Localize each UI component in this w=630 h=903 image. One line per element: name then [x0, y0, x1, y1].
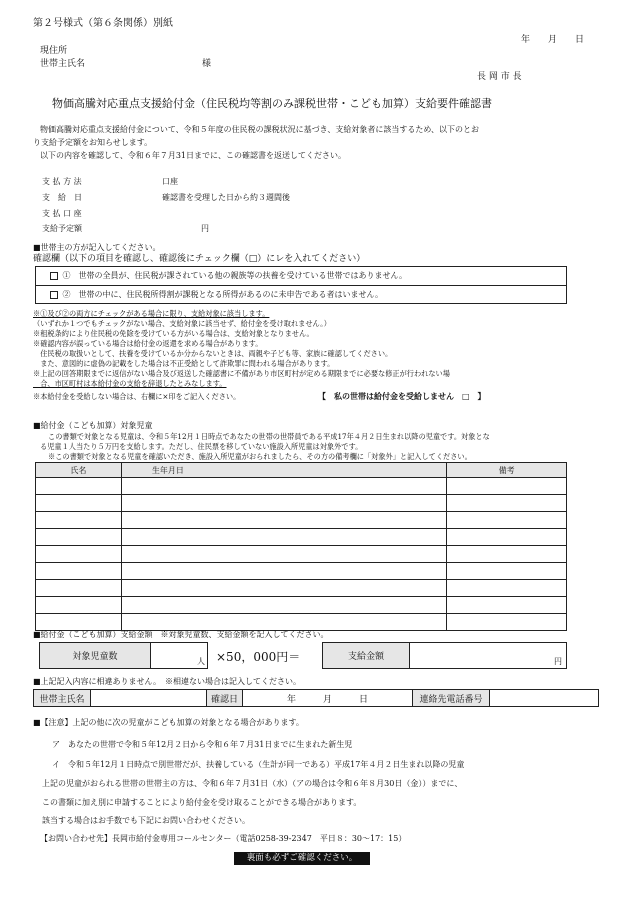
kids-name-cell[interactable]: [36, 478, 122, 495]
kids-name-cell[interactable]: [36, 546, 122, 563]
kids-remarks-cell[interactable]: [447, 478, 567, 495]
caution-text-3: 該当する場合はお手数でも下記にお問い合わせください。: [42, 816, 250, 825]
kids-remarks-cell[interactable]: [447, 512, 567, 529]
kids-table-row: [36, 580, 567, 597]
kids-birth-cell[interactable]: [121, 495, 446, 512]
payment-date-label: 支 給 日: [42, 193, 82, 202]
person-unit: 人: [197, 657, 205, 666]
kids-remarks-cell[interactable]: [447, 597, 567, 614]
kids-birth-cell[interactable]: [121, 563, 446, 580]
check-item-1: [48, 271, 407, 281]
decline-note: ※本給付金を受給しない場合は、右欄に×印をご記入ください。: [33, 392, 241, 401]
kids-remarks-cell[interactable]: [447, 546, 567, 563]
householder-note: ■世帯主の方が記入してください。: [33, 243, 161, 252]
back-side-note: 裏面も必ずご確認ください。: [234, 852, 370, 865]
kids-heading: ■給付金（こども加算）対象児童: [33, 421, 153, 430]
kids-remarks-cell[interactable]: [447, 563, 567, 580]
caution-heading: ■【注意】上記の他に次の児童がこども加算の対象となる場合があります。: [33, 718, 304, 727]
kids-table-row: [36, 478, 567, 495]
kids-table-row: [36, 512, 567, 529]
check-box-2[interactable]: [50, 291, 58, 299]
kids-remarks-cell[interactable]: [447, 529, 567, 546]
kids-remarks-cell[interactable]: [447, 614, 567, 631]
kids-name-cell[interactable]: [36, 580, 122, 597]
check-item-1-text: ① 世帯の全員が、住民税が課されている他の親族等の扶養を受けている世帯ではありません。: [62, 271, 408, 280]
kids-remarks-cell[interactable]: [447, 495, 567, 512]
note-6: また、意図的に虚偽の記載をした場合は不正受給として詐欺罪に問われる場合があります。: [33, 359, 335, 368]
kids-remarks-cell[interactable]: [447, 580, 567, 597]
agree-phone-label: 連絡先電話番号: [412, 689, 490, 707]
date-line: 年 月 日: [521, 35, 585, 45]
kids-name-cell[interactable]: [36, 495, 122, 512]
kids-text-3: ※この書類で対象となる児童を確認いただき、施設入所児童がおられましたら、その方の備考欄に「対象外」と記入してください。: [48, 452, 472, 461]
kids-header-name: 氏名: [36, 463, 122, 478]
payment-amount-label: 支給予定額: [42, 224, 82, 233]
payment-amount-value: 円: [201, 224, 209, 233]
amount-label: 支給金額: [322, 642, 410, 669]
child-count-field[interactable]: [150, 642, 208, 669]
note-8: 合、市区町村は本給付金の支給を辞退したとみなします。: [33, 379, 227, 388]
intro-line-2: り支給予定額をお知らせします。: [33, 138, 153, 147]
confirm-heading: 確認欄（以下の項目を確認し、確認後にチェック欄（□）にレを入れてください）: [33, 254, 366, 264]
kids-name-cell[interactable]: [36, 597, 122, 614]
check-box-1[interactable]: [50, 272, 58, 280]
kids-header-birth: 生年月日: [121, 463, 446, 478]
agree-date-label: 確認日: [206, 689, 243, 707]
agree-date-field[interactable]: 年 月 日: [242, 689, 413, 707]
note-1: ※①及び②の両方にチェックがある場合に限り、支給対象に該当します。: [33, 309, 270, 318]
check-table: [35, 266, 567, 304]
contact-info: 【お問い合わせ先】長岡市給付金専用コールセンター（電話0258-39-2347 平日８：30～17：15）: [40, 834, 407, 843]
householder-label: 世帯主氏名: [40, 59, 86, 69]
kids-birth-cell[interactable]: [121, 597, 446, 614]
note-2: （いずれか１つでもチェックがない場合、支給対象に該当せず、給付金を受け取れません。）: [33, 319, 331, 328]
kids-table-row: [36, 614, 567, 631]
kids-name-cell[interactable]: [36, 529, 122, 546]
note-4: ※確認内容が誤っている場合は給付金の返還を求める場合があります。: [33, 339, 263, 348]
form-number: 第２号様式（第６条関係）別紙: [33, 18, 173, 29]
kids-table-row: [36, 597, 567, 614]
amount-heading: ■給付金（こども加算）支給金額 ※対象児童数、支給金額を記入してください。: [33, 630, 329, 639]
intro-line-1: 物価高騰対応重点支援給付金について、令和５年度の住民税の課税状況に基づき、支給対象者に該当するため、以下のとお: [40, 125, 480, 134]
kids-birth-cell[interactable]: [121, 512, 446, 529]
kids-name-cell[interactable]: [36, 614, 122, 631]
amount-yen: 円: [554, 657, 562, 666]
kids-table-row: [36, 546, 567, 563]
kids-birth-cell[interactable]: [121, 529, 446, 546]
kids-name-cell[interactable]: [36, 512, 122, 529]
kids-header-remarks: 備考: [447, 463, 567, 478]
child-count-label: 対象児童数: [39, 642, 151, 669]
sama-label: 様: [202, 59, 212, 69]
caution-text-1: 上記の児童がおられる世帯の世帯主の方は、令和６年７月31日（水）（アの場合は令和６年８月30日（金））までに、: [42, 779, 463, 788]
intro-line-3: 以下の内容を確認して、令和６年７月31日までに、この確認書を返送してください。: [40, 151, 347, 160]
check-item-2: [48, 290, 383, 300]
decline-box[interactable]: 【 私の世帯は給付金を受給しません □ 】: [318, 391, 486, 401]
kids-birth-cell[interactable]: [121, 580, 446, 597]
kids-table-row: [36, 529, 567, 546]
caution-i: イ 令和５年12月１日時点で別世帯だが、扶養している（生計が同一である）平成17年４月２日生まれ以降の児童: [52, 760, 465, 769]
payment-date-value: 確認書を受理した日から約３週間後: [162, 193, 290, 202]
kids-table: [35, 462, 567, 631]
amount-field[interactable]: [409, 642, 567, 669]
address-label: 現住所: [40, 46, 68, 56]
caution-text-2: この書類に加え別に申請することにより給付金を受け取ることができる場合があります。: [42, 798, 362, 807]
agree-name-label: 世帯主氏名: [33, 689, 91, 707]
kids-name-cell[interactable]: [36, 563, 122, 580]
check-item-2-text: ② 世帯の中に、住民税所得割が課税となる所得があるのに未申告である者はいません。: [62, 290, 384, 299]
kids-text-2: る児童１人当たり５万円を支給します。ただし、住民票を移していない施設入所児童は対象外です。: [40, 442, 363, 451]
document-title: 物価高騰対応重点支援給付金（住民税均等割のみ課税世帯・こども加算）支給要件確認書: [52, 97, 492, 110]
caution-a: ア あなたの世帯で令和５年12月２日から令和６年７月31日までに生まれた新生児: [52, 740, 353, 749]
note-7: ※上記の回答期限までに返信がない場合及び返送した確認書に不備があり市区町村が定める期限までに必要な修正が行われない場: [33, 369, 450, 378]
agree-phone-field[interactable]: [489, 689, 599, 707]
agree-heading: ■上記記入内容に相違ありません。 ※相違ない場合は記入してください。: [33, 677, 302, 686]
note-3: ※租税条約により住民税の免除を受けている方がいる場合は、支給対象となりません。: [33, 329, 314, 338]
amount-formula: ×50，000円＝: [216, 650, 301, 664]
payment-method-label: 支 払 方 法: [42, 177, 82, 186]
note-5: 住民税の取扱いとして、扶養を受けているか分からないときは、両親や子ども等、家族に確認してください。: [33, 349, 393, 358]
kids-table-row: [36, 495, 567, 512]
kids-birth-cell[interactable]: [121, 478, 446, 495]
kids-birth-cell[interactable]: [121, 614, 446, 631]
kids-table-row: [36, 563, 567, 580]
kids-text-1: この書類で対象となる児童は、令和５年12月１日時点であなたの世帯の世帯員である平成17年４月２日生まれ以降の児童です。対象とな: [48, 432, 490, 441]
kids-birth-cell[interactable]: [121, 546, 446, 563]
mayor-label: 長 岡 市 長: [477, 72, 522, 82]
agree-name-field[interactable]: [90, 689, 207, 707]
payment-account-label: 支 払 口 座: [42, 209, 82, 218]
payment-method-value: 口座: [162, 177, 178, 186]
